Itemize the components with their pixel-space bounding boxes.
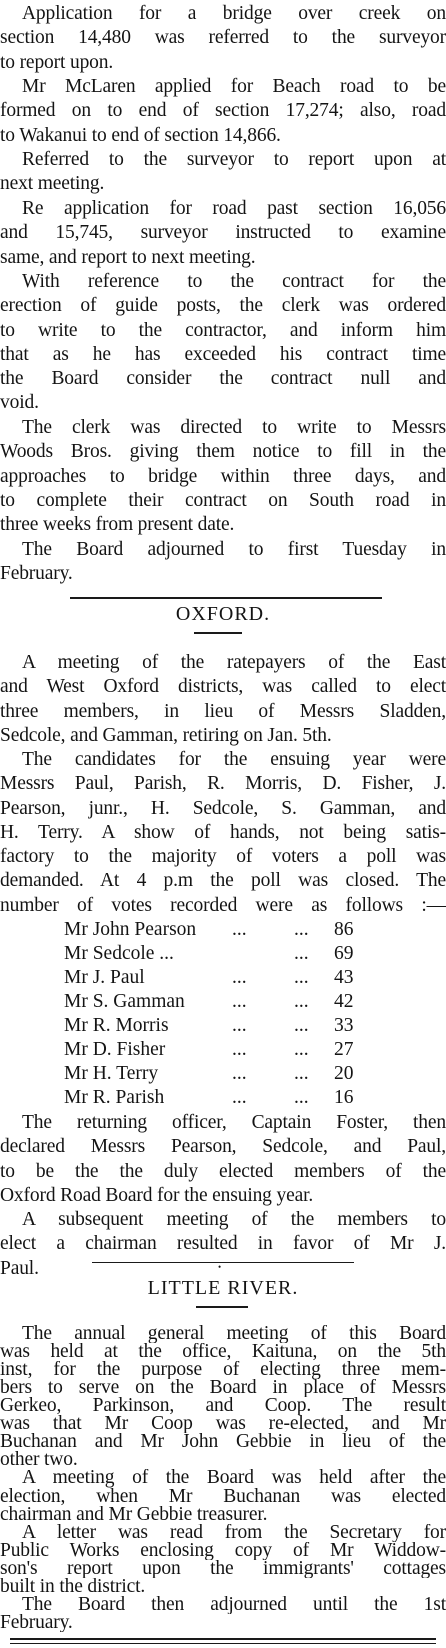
text-line: The annual general meeting of this Board — [22, 1325, 446, 1344]
text-line: declared Messrs Pearson, Sedcole, and Paul, — [0, 1136, 446, 1158]
section-heading-little-river: LITTLE RIVER. — [147, 1277, 299, 1299]
text-line: Paul. — [0, 1257, 39, 1279]
text-line: Buchanan and Mr John Gebbie in lieu of the — [0, 1433, 446, 1452]
candidate-name: Mr D. Fisher — [64, 1039, 166, 1060]
vote-row — [64, 1014, 364, 1038]
text-line: Re application for road past section 16,056 — [22, 198, 446, 219]
text-line: Application for a bridge over creek on — [22, 3, 446, 24]
leader-dots: ... — [232, 919, 247, 940]
candidate-name: Mr R. Morris — [64, 1015, 169, 1036]
text-line: Sedcole, and Gamman, retiring on Jan. 5th. — [0, 724, 332, 746]
candidate-name: Mr S. Gamman — [64, 991, 185, 1012]
vote-row — [64, 1086, 364, 1110]
candidate-name: Mr H. Terry — [64, 1063, 159, 1084]
text-line: number of votes recorded were as follows :— — [0, 894, 446, 916]
candidate-name: Mr Sedcole ... — [64, 943, 174, 964]
paragraph-re-application — [0, 197, 446, 270]
text-line: The Board adjourned to first Tuesday in — [22, 539, 446, 560]
text-line: The candidates for the ensuing year were — [22, 749, 446, 770]
little-river-paragraph — [0, 1469, 446, 1523]
leader-dots: ... — [232, 1015, 247, 1036]
little-river-paragraph — [0, 1325, 446, 1470]
leader-dots: ... — [232, 967, 247, 988]
leader-dots: ... — [232, 1039, 247, 1060]
text-line: formed on to end of section 17,274; also, road — [0, 100, 446, 122]
bottom-rule — [10, 1638, 436, 1640]
leader-dots: ... — [232, 991, 247, 1012]
section-divider — [92, 1262, 354, 1263]
leader-dots: ... — [294, 1087, 309, 1108]
text-line: Oxford Road Board for the ensuing year. — [0, 1184, 314, 1206]
vote-row — [64, 1062, 364, 1086]
candidate-name: Mr John Pearson — [64, 919, 197, 940]
text-line: three members, in lieu of Messrs Sladden, — [0, 700, 446, 722]
vote-count: 42 — [334, 991, 354, 1012]
little-river-paragraph — [0, 1596, 446, 1632]
text-line: son's report upon the immigrants' cottages — [0, 1559, 446, 1578]
vote-count: 16 — [334, 1087, 354, 1108]
text-line: A subsequent meeting of the members to — [22, 1209, 446, 1230]
text-line: void. — [0, 392, 39, 414]
text-line: A meeting of the Board was held after the — [22, 1469, 446, 1488]
text-line: three weeks from present date. — [0, 514, 235, 536]
leader-dots: ... — [294, 967, 309, 988]
text-line: erection of guide posts, the clerk was ordered — [0, 295, 446, 317]
text-line: The clerk was directed to write to Messrs — [22, 417, 446, 438]
paragraph-beach-road — [0, 75, 446, 148]
heading-underline — [196, 1306, 248, 1308]
leader-dots: ... — [294, 943, 309, 964]
vote-count: 69 — [334, 943, 354, 964]
text-line: section 14,480 was referred to the surveyor — [0, 27, 446, 49]
paragraph-adjourned — [0, 538, 446, 587]
paragraph-returning-officer — [0, 1111, 446, 1208]
leader-dots: ... — [294, 1015, 309, 1036]
paragraph-oxford-meeting — [0, 651, 446, 748]
vote-row — [64, 966, 364, 990]
text-line: demanded. At 4 p.m the poll was closed. The — [0, 870, 446, 892]
text-line: The Board then adjourned until the 1st — [22, 1595, 446, 1614]
text-line: February. — [0, 1613, 73, 1632]
text-line: Messrs Paul, Parish, R. Morris, D. Fisher, J. — [0, 773, 446, 795]
text-line: Pearson, junr., H. Sedcole, S. Gamman, and — [0, 797, 446, 819]
paragraph-woods-bros — [0, 416, 446, 537]
text-line: to report upon. — [0, 51, 114, 73]
text-line: February. — [0, 563, 73, 585]
divider-ornament-icon: • — [218, 1262, 222, 1272]
text-line: to be the the duly elected members of the — [0, 1160, 446, 1182]
text-line: approaches to bridge within three days, and — [0, 465, 446, 487]
text-line: built in the district. — [0, 1577, 146, 1596]
text-line: and 15,745, surveyor instructed to examine — [0, 222, 446, 244]
text-line: to complete their contract on South road in — [0, 489, 446, 511]
vote-count: 27 — [334, 1039, 354, 1060]
text-line: other two. — [0, 1451, 78, 1470]
text-line: factory to the majority of voters a poll was — [0, 846, 446, 868]
vote-row — [64, 918, 364, 942]
text-line: A meeting of the ratepayers of the East — [22, 652, 446, 673]
leader-dots: ... — [294, 1039, 309, 1060]
text-line: With reference to the contract for the — [22, 271, 446, 292]
text-line: elect a chairman resulted in favor of Mr J. — [0, 1233, 446, 1255]
paragraph-oxford-candidates — [0, 748, 446, 918]
text-line: to write to the contractor, and inform him — [0, 319, 446, 341]
vote-count: 86 — [334, 919, 354, 940]
vote-row — [64, 990, 364, 1014]
text-line: Woods Bros. giving them notice to fill in the — [0, 441, 446, 463]
text-line: and West Oxford districts, was called to elect — [0, 676, 446, 698]
text-line: was held at the office, Kaituna, on the 5th — [0, 1343, 446, 1362]
vote-count: 33 — [334, 1015, 354, 1036]
heading-underline — [194, 632, 242, 634]
text-line: The returning officer, Captain Foster, then — [22, 1112, 446, 1133]
text-line: was that Mr Coop was re-elected, and Mr — [0, 1415, 446, 1434]
section-divider — [70, 597, 382, 599]
text-line: that as he has exceeded his contract time — [0, 343, 446, 365]
little-river-paragraph — [0, 1524, 446, 1596]
bottom-rule — [10, 1643, 436, 1644]
text-line: next meeting. — [0, 173, 105, 195]
vote-row — [64, 942, 364, 966]
text-line: same, and report to next meeting. — [0, 246, 256, 268]
vote-count: 43 — [334, 967, 354, 988]
text-line: election, when Mr Buchanan was elected — [0, 1487, 446, 1506]
paragraph-bridge-application — [0, 2, 446, 75]
paragraph-referred-surveyor — [0, 148, 446, 197]
leader-dots: ... — [294, 991, 309, 1012]
text-line: A letter was read from the Secretary for — [22, 1523, 446, 1542]
text-line: chairman and Mr Gebbie treasurer. — [0, 1505, 268, 1524]
text-line: Referred to the surveyor to report upon at — [22, 149, 446, 170]
vote-count: 20 — [334, 1063, 354, 1084]
leader-dots: ... — [232, 1087, 247, 1108]
text-line: Gerkeo, Parkinson, and Coop. The result — [0, 1397, 446, 1416]
leader-dots: ... — [294, 1063, 309, 1084]
text-line: Public Works enclosing copy of Mr Widdow- — [0, 1541, 446, 1560]
text-line: the Board consider the contract null and — [0, 368, 446, 390]
leader-dots: ... — [294, 919, 309, 940]
paragraph-guide-posts — [0, 270, 446, 416]
text-line: H. Terry. A show of hands, not being satis- — [0, 821, 446, 843]
text-line: inst, for the purpose of electing three mem- — [0, 1361, 446, 1380]
text-line: bers to serve on the Board in place of Messrs — [0, 1379, 446, 1398]
paragraph-chairman-election — [0, 1208, 446, 1281]
candidate-name: Mr R. Parish — [64, 1087, 165, 1108]
vote-row — [64, 1038, 364, 1062]
section-heading-oxford: OXFORD. — [175, 603, 271, 625]
text-line: Mr McLaren applied for Beach road to be — [22, 76, 446, 97]
text-line: to Wakanui to end of section 14,866. — [0, 124, 281, 146]
leader-dots: ... — [232, 1063, 247, 1084]
candidate-name: Mr J. Paul — [64, 967, 145, 988]
